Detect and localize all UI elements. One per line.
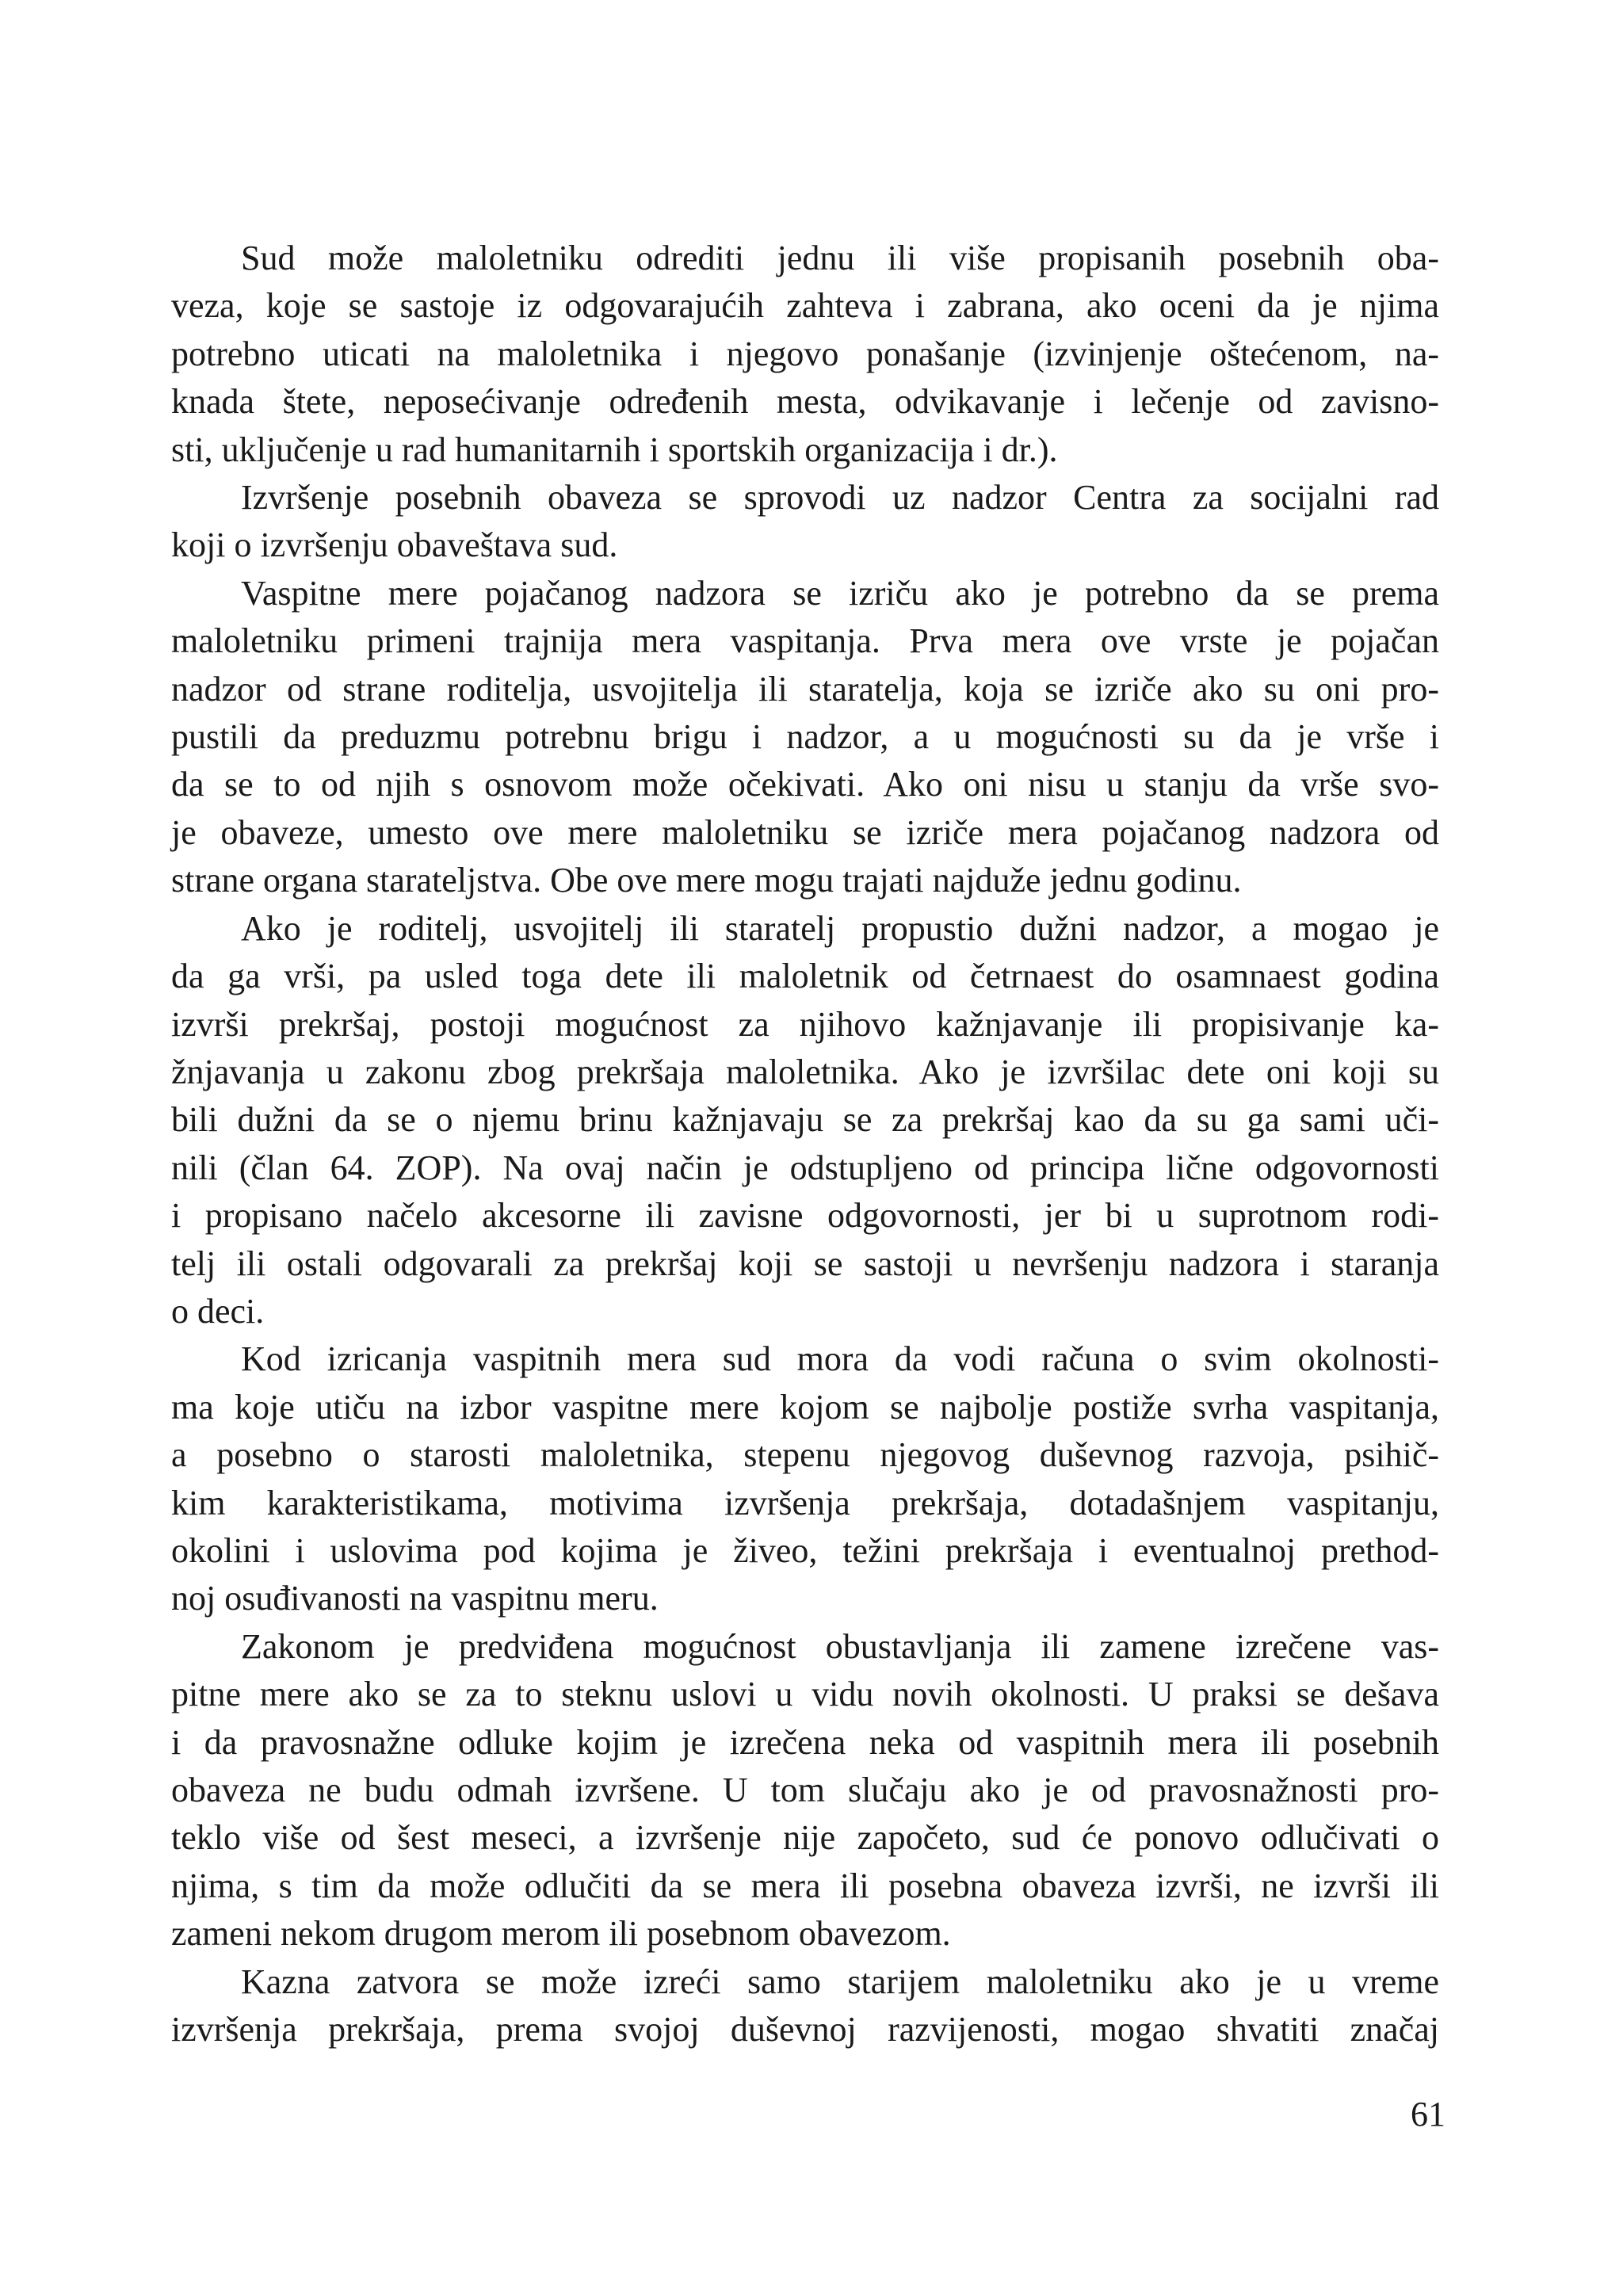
text-line: Ako je roditelj, usvojitelj ili staratelj propustio dužni nadzor, a mogao je <box>241 908 1439 948</box>
text-line: Kazna zatvora se može izreći samo starijem maloletniku ako je u vreme <box>241 1962 1439 2001</box>
text-line: da se to od njih s osnovom može očekivati. Ako oni nisu u stanju da vrše svo- <box>171 765 1439 804</box>
paragraph-1 <box>171 235 1439 474</box>
text-line: Izvršenje posebnih obaveza se sprovodi uz nadzor Centra za socijalni rad <box>241 478 1439 518</box>
text-line: telj ili ostali odgovarali za prekršaj koji se sastoji u nevršenju nadzora i staranja <box>171 1244 1439 1283</box>
text-line: strane organa starateljstva. Obe ove mere mogu trajati najduže jednu godinu. <box>171 861 1242 900</box>
text-line: teklo više od šest meseci, a izvršenje nije započeto, sud će ponovo odlučivati o <box>171 1818 1439 1858</box>
text-line: bili dužni da se o njemu brinu kažnjavaju se za prekršaj kao da su ga sami uči- <box>171 1100 1439 1140</box>
text-line: okolini i uslovima pod kojima je živeo, težini prekršaja i eventualnoj prethod- <box>171 1530 1439 1570</box>
paragraph-3 <box>171 570 1439 905</box>
text-line: pustili da preduzmu potrebnu brigu i nadzor, a u mogućnosti su da je vrše i <box>171 717 1439 757</box>
text-line: noj osuđivanosti na vaspitnu meru. <box>171 1579 659 1618</box>
text-line: i propisano načelo akcesorne ili zavisne odgovornosti, jer bi u suprotnom rodi- <box>171 1196 1439 1236</box>
text-line: da ga vrši, pa usled toga dete ili maloletnik od četrnaest do osamnaest godina <box>171 957 1439 996</box>
page-body <box>171 235 1439 2053</box>
text-line: izvrši prekršaj, postoji mogućnost za njihovo kažnjavanje ili propisivanje ka- <box>171 1004 1439 1044</box>
text-line: sti, uključenje u rad humanitarnih i sportskih organizacija i dr.). <box>171 430 1058 469</box>
text-line: žnjavanja u zakonu zbog prekršaja maloletnika. Ako je izvršilac dete oni koji su <box>171 1052 1439 1091</box>
text-line: veza, koje se sastoje iz odgovarajućih zahteva i zabrana, ako oceni da je njima <box>171 286 1439 326</box>
text-line: Sud može maloletniku odrediti jednu ili više propisanih posebnih oba- <box>241 239 1439 277</box>
text-line: kim karakteristikama, motivima izvršenja prekršaja, dotadašnjem vaspitanju, <box>171 1483 1439 1522</box>
paragraph-6 <box>171 1623 1439 1958</box>
text-line: o deci. <box>171 1291 265 1331</box>
text-line: zameni nekom drugom merom ili posebnom obavezom. <box>171 1914 951 1954</box>
text-line: Vaspitne mere pojačanog nadzora se izriču ako je potrebno da se prema <box>241 573 1439 613</box>
text-line: izvršenja prekršaja, prema svojoj duševnoj razvijenosti, mogao shvatiti značaj <box>171 2010 1439 2050</box>
text-line: a posebno o starosti maloletnika, stepenu njegovog duševnog razvoja, psihič- <box>171 1435 1439 1475</box>
text-line: ma koje utiču na izbor vaspitne mere kojom se najbolje postiže svrha vaspitanja, <box>171 1387 1439 1427</box>
text-line: potrebno uticati na maloletnika i njegovo ponašanje (izvinjenje oštećenom, na- <box>171 334 1439 373</box>
paragraph-4 <box>171 905 1439 1336</box>
text-line: Zakonom je predviđena mogućnost obustavljanja ili zamene izrečene vas- <box>241 1626 1439 1666</box>
text-line: pitne mere ako se za to steknu uslovi u vidu novih okolnosti. U praksi se dešava <box>171 1675 1439 1714</box>
text-line: i da pravosnažne odluke kojim je izrečena neka od vaspitnih mera ili posebnih <box>171 1722 1439 1762</box>
text-line: Kod izricanja vaspitnih mera sud mora da vodi računa o svim okolnosti- <box>241 1339 1439 1379</box>
paragraph-5 <box>171 1335 1439 1622</box>
page-number: 61 <box>1411 2095 1445 2134</box>
text-line: knada štete, neposećivanje određenih mesta, odvikavanje i lečenje od zavisno- <box>171 382 1439 422</box>
text-line: njima, s tim da može odlučiti da se mera ili posebna obaveza izvrši, ne izvrši ili <box>171 1866 1439 1905</box>
text-line: obaveza ne budu odmah izvršene. U tom slučaju ako je od pravosnažnosti pro- <box>171 1771 1439 1809</box>
text-line: maloletniku primeni trajnija mera vaspitanja. Prva mera ove vrste je pojačan <box>171 621 1439 661</box>
text-line: nili (član 64. ZOP). Na ovaj način je odstupljeno od principa lične odgovornosti <box>171 1148 1439 1187</box>
paragraph-2 <box>171 474 1439 570</box>
text-line: je obaveze, umesto ove mere maloletniku se izriče mera pojačanog nadzora od <box>171 812 1439 852</box>
paragraph-7 <box>171 1958 1439 2054</box>
text-line: koji o izvršenju obaveštava sud. <box>171 525 618 565</box>
text-line: nadzor od strane roditelja, usvojitelja ili staratelja, koja se izriče ako su oni pro- <box>171 669 1439 709</box>
